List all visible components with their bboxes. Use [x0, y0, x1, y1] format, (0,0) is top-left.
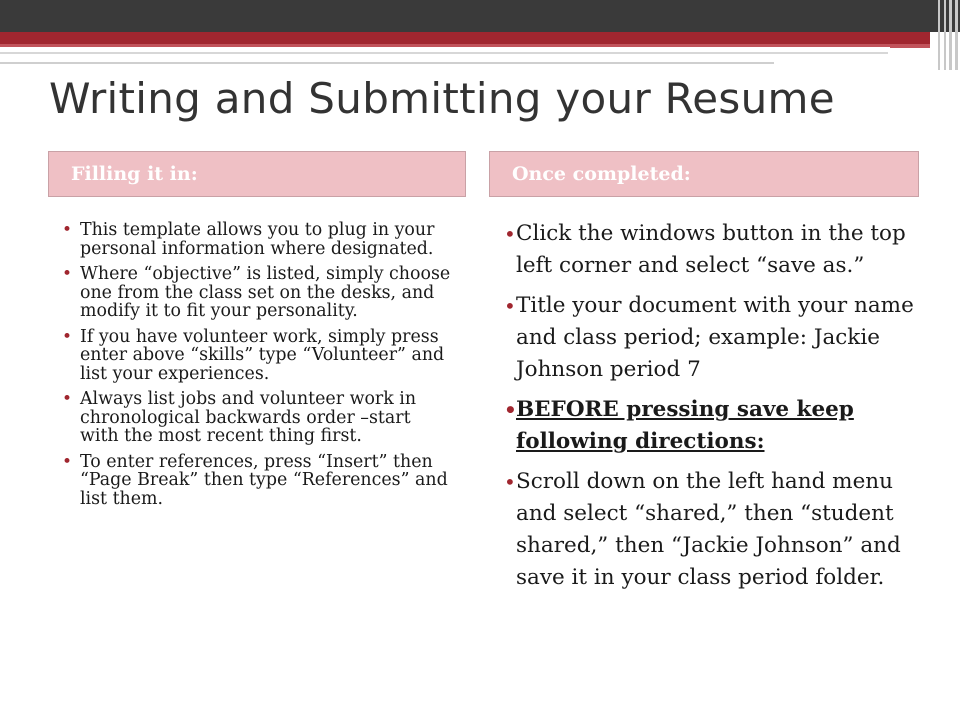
left-bullet-item: • Where “objective” is listed, simply choose one from the class set on the desks, and modify it to fit your personality. [52, 265, 452, 321]
left-bullet-item: • To enter references, press “Insert” then “Page Break” then type “References” and list them. [52, 453, 452, 509]
right-column-header: Once completed: [489, 151, 919, 197]
right-bullet-item: • Title your document with your name and class period; example: Jackie Johnson period 7 [488, 290, 918, 386]
left-bullet-item: • This template allows you to plug in your personal information where designated. [52, 221, 452, 258]
top-grey-rule-1 [0, 52, 888, 54]
top-grey-rule-2 [0, 62, 774, 64]
right-bullet-item: • Scroll down on the left hand menu and select “shared,” then “student shared,” then “Jackie Johnson” and save it in your class period folder. [488, 466, 918, 594]
slide-title: Writing and Submitting your Resume [49, 74, 835, 123]
right-bullet-item: • Click the windows button in the top left corner and select “save as.” [488, 218, 918, 282]
top-white-rule [0, 47, 890, 49]
top-decorative-bar [0, 0, 960, 32]
top-red-band [0, 32, 930, 44]
top-right-decorative-rails [930, 0, 960, 70]
left-bullet-item: • If you have volunteer work, simply press enter above “skills” type “Volunteer” and list your experiences. [52, 328, 452, 384]
left-bullet-list [52, 221, 452, 515]
right-bullet-list [488, 218, 918, 602]
right-bullet-item-emphasis: • BEFORE pressing save keep following directions: [488, 394, 918, 458]
left-column-header: Filling it in: [48, 151, 466, 197]
left-bullet-item: • Always list jobs and volunteer work in chronological backwards order –start with the most recent thing first. [52, 390, 452, 446]
